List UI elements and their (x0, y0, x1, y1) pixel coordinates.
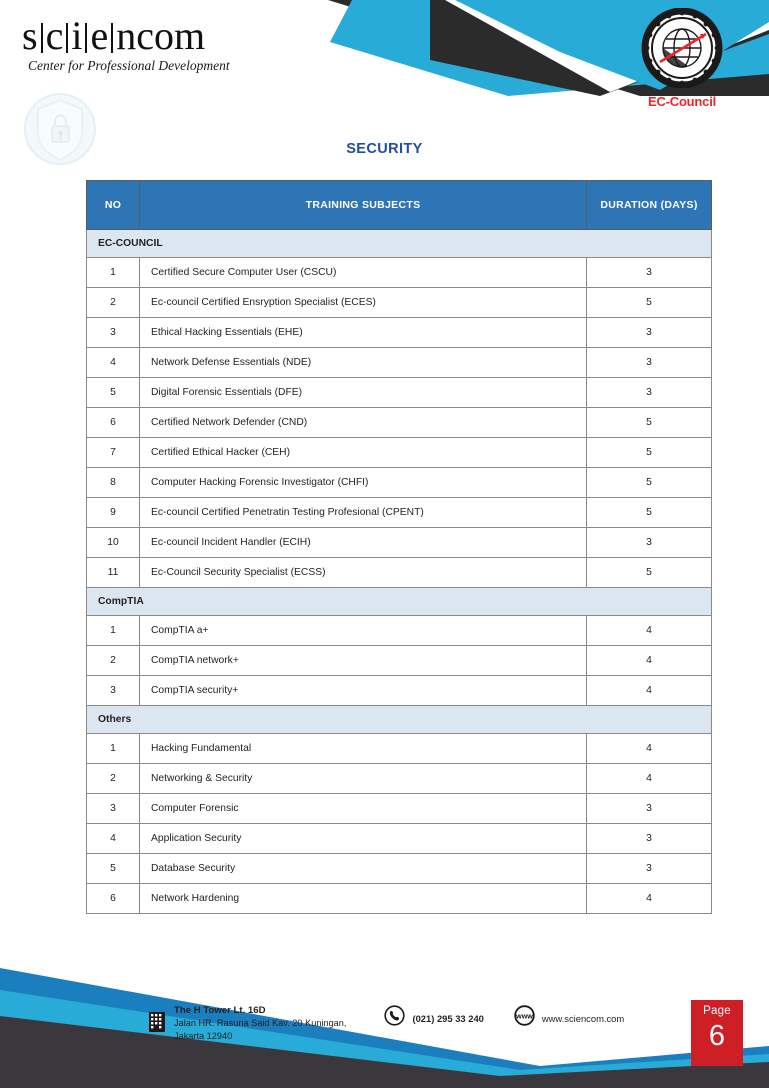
footer-phone-group[interactable] (384, 1005, 483, 1031)
table-section-label: EC-COUNCIL (87, 230, 712, 258)
cell-training-subject: Digital Forensic Essentials (DFE) (140, 378, 587, 408)
company-logo (22, 13, 230, 74)
address-line-1: Jalan HR. Rasuna Said Kav. 20 Kuningan, (174, 1018, 347, 1029)
cell-no: 7 (87, 438, 140, 468)
cell-training-subject: CompTIA security+ (140, 676, 587, 706)
cell-duration-days: 5 (587, 498, 712, 528)
table-row (87, 438, 712, 468)
column-header-duration: DURATION (DAYS) (587, 181, 712, 230)
cell-no: 1 (87, 616, 140, 646)
table-row (87, 558, 712, 588)
cell-no: 11 (87, 558, 140, 588)
cell-no: 6 (87, 884, 140, 914)
cell-training-subject: Certified Network Defender (CND) (140, 408, 587, 438)
cell-no: 5 (87, 854, 140, 884)
table-section-row (87, 230, 712, 258)
footer-contact-info (148, 1005, 624, 1042)
www-icon (514, 1005, 535, 1031)
cell-duration-days: 5 (587, 468, 712, 498)
logo-divider-bar (66, 23, 68, 53)
logo-letter-s: s (22, 13, 38, 58)
cell-duration-days: 3 (587, 854, 712, 884)
cell-duration-days: 3 (587, 528, 712, 558)
page-title: SECURITY (346, 141, 423, 157)
table-row (87, 468, 712, 498)
footer-website-group[interactable] (514, 1005, 624, 1031)
cell-duration-days: 4 (587, 764, 712, 794)
address-line-2: Jakarta 12940 (174, 1030, 233, 1041)
table-row (87, 318, 712, 348)
table-header (87, 181, 712, 230)
cell-training-subject: Network Hardening (140, 884, 587, 914)
cell-no: 5 (87, 378, 140, 408)
cell-duration-days: 3 (587, 348, 712, 378)
cell-duration-days: 3 (587, 824, 712, 854)
table-row (87, 498, 712, 528)
cell-duration-days: 3 (587, 258, 712, 288)
cell-training-subject: Hacking Fundamental (140, 734, 587, 764)
table-row (87, 734, 712, 764)
cell-duration-days: 5 (587, 558, 712, 588)
logo-divider-bar (85, 23, 87, 53)
logo-divider-bar (41, 23, 43, 53)
cell-training-subject: Ethical Hacking Essentials (EHE) (140, 318, 587, 348)
training-schedule-table (86, 180, 712, 914)
cell-training-subject: Certified Ethical Hacker (CEH) (140, 438, 587, 468)
cell-duration-days: 3 (587, 378, 712, 408)
table-header-row (87, 181, 712, 230)
cell-duration-days: 4 (587, 646, 712, 676)
table-row (87, 794, 712, 824)
address-building-name: The H Tower Lt. 16D (174, 1005, 266, 1017)
table-row (87, 616, 712, 646)
table-section-label: CompTIA (87, 588, 712, 616)
cell-training-subject: Ec-Council Security Specialist (ECSS) (140, 558, 587, 588)
svg-text:www: www (516, 1011, 533, 1021)
ec-council-logo (640, 8, 724, 109)
cell-no: 3 (87, 794, 140, 824)
cell-no: 10 (87, 528, 140, 558)
cell-no: 2 (87, 646, 140, 676)
cell-training-subject: Application Security (140, 824, 587, 854)
cell-training-subject: CompTIA network+ (140, 646, 587, 676)
cell-duration-days: 3 (587, 794, 712, 824)
logo-letter-c: c (45, 13, 64, 58)
training-table-container (86, 180, 711, 914)
table-section-label: Others (87, 706, 712, 734)
cell-training-subject: Ec-council Incident Handler (ECIH) (140, 528, 587, 558)
logo-letter-i: i (71, 13, 83, 58)
table-row (87, 528, 712, 558)
table-row (87, 646, 712, 676)
building-icon (148, 1011, 166, 1038)
logo-tagline: Center for Professional Development (28, 58, 230, 73)
ec-council-seal-icon (640, 8, 724, 88)
table-row (87, 764, 712, 794)
cell-training-subject: Ec-council Certified Penetratin Testing Profesional (CPENT) (140, 498, 587, 528)
table-row (87, 824, 712, 854)
cell-no: 3 (87, 676, 140, 706)
cell-training-subject: Certified Secure Computer User (CSCU) (140, 258, 587, 288)
cell-training-subject: Ec-council Certified Ensryption Specialist (ECES) (140, 288, 587, 318)
table-row (87, 288, 712, 318)
cell-duration-days: 4 (587, 676, 712, 706)
logo-tail: com (136, 13, 206, 58)
cell-no: 3 (87, 318, 140, 348)
page-badge-label: Page (703, 1005, 731, 1017)
cell-duration-days: 4 (587, 884, 712, 914)
page-number-badge (691, 1000, 743, 1066)
table-section-row (87, 706, 712, 734)
cell-duration-days: 5 (587, 438, 712, 468)
cell-duration-days: 5 (587, 408, 712, 438)
cell-no: 2 (87, 288, 140, 318)
cell-training-subject: Database Security (140, 854, 587, 884)
table-section-row (87, 588, 712, 616)
cell-training-subject: Networking & Security (140, 764, 587, 794)
table-row (87, 378, 712, 408)
phone-icon (384, 1005, 405, 1031)
cell-no: 1 (87, 734, 140, 764)
cell-training-subject: CompTIA a+ (140, 616, 587, 646)
address-text (174, 1005, 346, 1042)
logo-wordmark (22, 13, 230, 58)
table-row (87, 854, 712, 884)
table-row (87, 408, 712, 438)
cell-duration-days: 4 (587, 616, 712, 646)
cell-training-subject: Computer Forensic (140, 794, 587, 824)
table-row (87, 676, 712, 706)
cell-no: 4 (87, 348, 140, 378)
logo-letter-e: e (90, 13, 109, 58)
ec-council-label: EC-Council (647, 94, 717, 109)
logo-letter-n: n (116, 13, 137, 58)
cell-no: 4 (87, 824, 140, 854)
cell-training-subject: Network Defense Essentials (NDE) (140, 348, 587, 378)
cell-duration-days: 3 (587, 318, 712, 348)
cell-duration-days: 4 (587, 734, 712, 764)
table-row (87, 884, 712, 914)
cell-no: 2 (87, 764, 140, 794)
website-url: www.sciencom.com (541, 1012, 625, 1024)
cell-no: 9 (87, 498, 140, 528)
cell-no: 6 (87, 408, 140, 438)
table-row (87, 258, 712, 288)
column-header-no: NO (87, 181, 140, 230)
footer-address-group (148, 1005, 346, 1042)
logo-divider-bar (111, 23, 113, 53)
cell-no: 8 (87, 468, 140, 498)
cell-training-subject: Computer Hacking Forensic Investigator (CHFI) (140, 468, 587, 498)
cell-duration-days: 5 (587, 288, 712, 318)
column-header-subjects: TRAINING SUBJECTS (140, 181, 587, 230)
table-body (87, 230, 712, 914)
phone-number: (021) 295 33 240 (412, 1012, 484, 1024)
table-row (87, 348, 712, 378)
cell-no: 1 (87, 258, 140, 288)
page-badge-number: 6 (708, 1020, 726, 1052)
